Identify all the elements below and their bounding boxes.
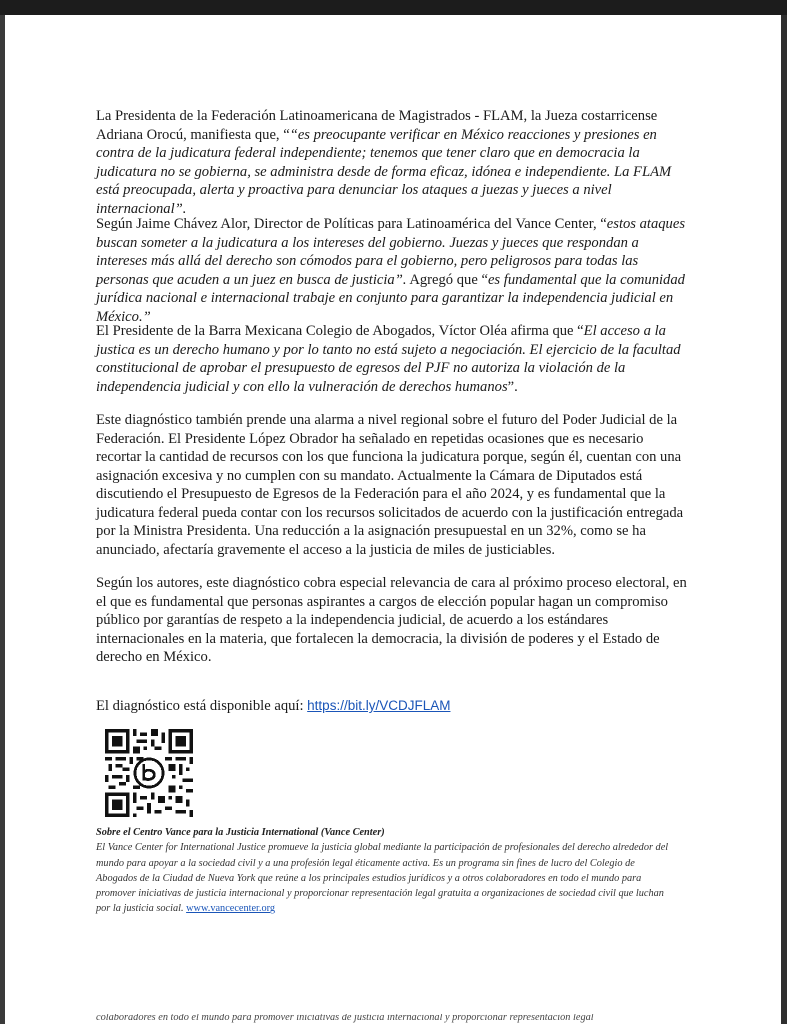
paragraph-text: ”. (507, 378, 518, 395)
document-page (5, 15, 781, 1024)
window-top-bar (0, 0, 787, 15)
quote-text: es fundamental que la comunidad jurídica nacional e internacional trabaje en conjunto para garantizar la independencia judicial en México.” (96, 271, 685, 325)
about-vance-center (96, 825, 678, 917)
paragraph-text: Según Jaime Chávez Alor, Director de Políticas para Latinoamérica del Vance Center, “ (96, 216, 607, 232)
cut-off-text: colaboradores en todo el mundo para promover iniciativas de justicia internacional y proporcionar representación legal (96, 1014, 594, 1023)
paragraph-regional-alarm: Este diagnóstico también prende una alarma a nivel regional sobre el futuro del Poder Judicial de la Federación. El Presidente López Obrador ha señalado en repetidas ocasiones que es necesario recortar la cantidad de recursos con los que funciona la judicatura porque, según él, cuentan con una asignación excesiva y no cumplen con su mandato. Actualmente la Cámara de Diputados está discutiendo el Presupuesto de Egresos de la Federación para el año 2024, y es fundamental que la judicatura federal pueda contar con los recursos solicitados de acuerdo con la justificación entregada por la Ministra Presidenta. Una reducción a la asignación presupuestal en un 32%, como se ha anunciado, afectaría gravemente el acceso a la justicia de miles de justiciables. (96, 412, 684, 558)
qr-code-icon (105, 729, 193, 817)
quote-text: “es preocupante verificar en México reacciones y presiones en contra de la judicatura federal independiente; tenemos que tener claro que en democracia la judicatura no se gobierna, se administra desde de forma eficaz, idónea e independiente. La FLAM está preocupada, alerta y proactiva para denunciar los ataques a juezas y jueces a nivel internacional”. (96, 126, 672, 217)
quote-text: estos ataques buscan someter a la judicatura a los intereses del gobierno. Juezas y jueces que respondan a intereses más allá del derecho son cómodos para el gobierno, pero peligrosos para todas las personas que acuden a un juez en busca de justicia”. (96, 216, 686, 288)
paragraph-text: La Presidenta de la Federación Latinoamericana de Magistrados - FLAM, la Jueza costarricense Adriana Orocú, manifiesta que, “ (96, 108, 658, 143)
vance-center-link[interactable]: www.vancecenter.org (186, 903, 276, 915)
paragraph-text: El Presidente de la Barra Mexicana Colegio de Abogados, Víctor Oléa afirma que “ (96, 323, 584, 339)
paragraph-flam-statement (96, 107, 692, 218)
quote-text: El acceso a la justica es un derecho humano y por lo tanto no está sujeto a negociación. El ejercicio de la facultad constitucional de aprobar el presupuesto de egresos del PJF no autoriza la violación de la independencia judicial y con ello la vulneración de derechos humanos (96, 323, 681, 395)
about-title: Sobre el Centro Vance para la Justicia International (Vance Center) (96, 827, 385, 838)
about-body: El Vance Center for International Justice promueve la justicia global mediante la participación de profesionales del derecho alrededor del mundo para apoyar a la sociedad civil y a una profesión legal éticamente activa. Es un programa sin fines de lucro del Colegio de Abogados de la Ciudad de Nueva York que reúne a los principales estudios jurídicos y a otros colaboradores en todo el mundo para promover iniciativas de justicia internacional y proporcionar representación legal gratuita a organizaciones de sociedad civil que luchan por la justicia social. (96, 842, 669, 915)
paragraph-text: Agregó que “ (406, 271, 488, 288)
availability-line (96, 697, 450, 715)
paragraph-electoral-process: Según los autores, este diagnóstico cobra especial relevancia de cara al próximo proceso electoral, en el que es fundamental que personas aspirantes a cargos de elección popular hagan un compromiso público por garantías de respeto a la independencia judicial, de acuerdo a los estándares internacionales en la materia, que fortalecen la democracia, la división de poderes y el Estado de derecho en México. (96, 575, 687, 665)
next-page-fragment (96, 1014, 696, 1024)
paragraph-barra-statement (96, 322, 692, 396)
paragraph-vance-statement (96, 215, 692, 326)
diagnostic-link[interactable]: https://bit.ly/VCDJFLAM (307, 698, 451, 713)
availability-label: El diagnóstico está disponible aquí: (96, 698, 308, 714)
right-edge (781, 15, 787, 1024)
